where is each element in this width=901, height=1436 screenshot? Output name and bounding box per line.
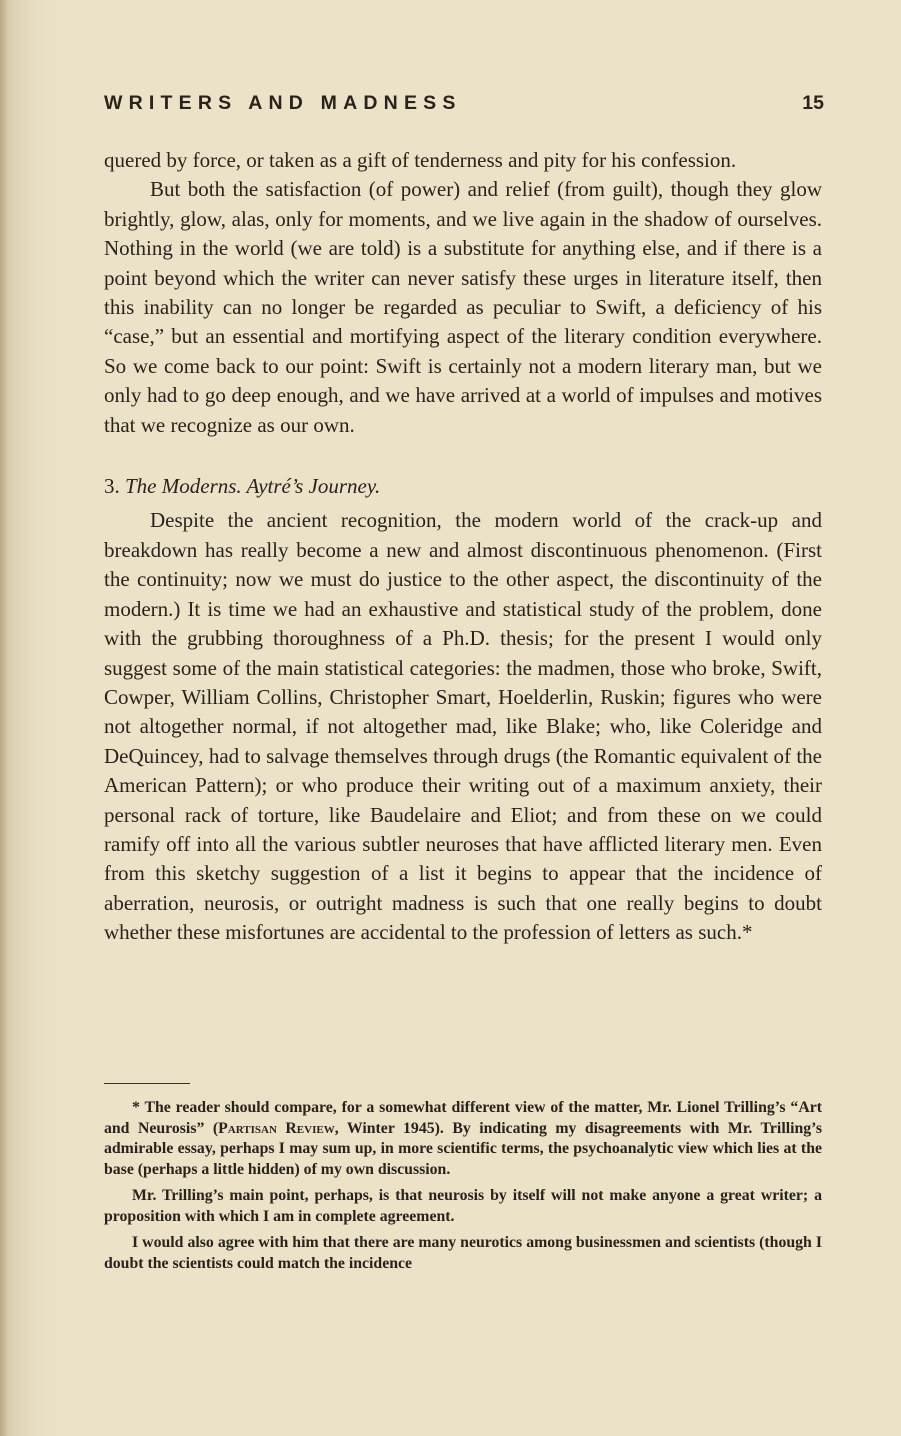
footnotes xyxy=(104,1098,822,1280)
footnote-rule xyxy=(104,1083,190,1084)
page-spine-shadow xyxy=(0,0,8,1436)
main-text xyxy=(104,146,822,948)
footnote-2: Mr. Trilling’s main point, perhaps, is that neurosis by itself will not make anyone a great writer; a proposition with which I am in complete agreement. xyxy=(104,1187,822,1225)
section-number: 3. xyxy=(104,474,120,499)
section-heading xyxy=(104,472,822,501)
footnote-1-text-b: , Winter 1945). By indicating my disagreements with Mr. Trilling’s admirable essay, perhaps I may sum up, in more scientific terms, the psychoanalytic view which lies at the base (perhaps a little hidden) of my own discussion. xyxy=(104,1119,822,1178)
running-head: WRITERS AND MADNESS xyxy=(104,92,462,114)
footnote-1-text-a: * The reader should compare, for a somewhat different view of the matter, Mr. Lionel Trilling’s “Art and Neurosis” ( xyxy=(104,1099,822,1137)
paragraph-satisfaction: But both the satisfaction (of power) and relief (from guilt), though they glow brightly, glow, alas, only for moments, and we live again in the shadow of ourselves. Nothing in the world (we are told) is a substitute for anything else, and if there is a point beyond which the writer can never satisfy these urges in literature itself, then this inability can no longer be regarded as peculiar to Swift, a deficiency of his “case,” but an essential and mortifying aspect of the literary condition everywhere. So we come back to our point: Swift is certainly not a modern literary man, but we only had to go deep enough, and we have arrived at a world of impulses and motives that we recognize as our own. xyxy=(104,177,822,437)
footnote-1 xyxy=(104,1098,822,1180)
section-title: The Moderns. Aytré’s Journey. xyxy=(125,474,381,499)
page-number: 15 xyxy=(802,92,824,114)
page-header xyxy=(104,92,824,122)
footnote-3: I would also agree with him that there are many neurotics among businessmen and scientists (though I doubt the scientists could match the incidence xyxy=(104,1234,822,1272)
paragraph-continuation: quered by force, or taken as a gift of tenderness and pity for his confession. xyxy=(104,148,737,172)
footnote-1-journal: Partisan Review xyxy=(218,1119,335,1137)
paragraph-moderns: Despite the ancient recognition, the modern world of the crack-up and breakdown has really become a new and almost discontinuous phenomenon. (First the continuity; now we must do justice to the other aspect, the discontinuity of the modern.) It is time we had an exhaustive and statistical study of the problem, done with the grubbing thoroughness of a Ph.D. thesis; for the present I would only suggest some of the main statistical categories: the madmen, those who broke, Swift, Cowper, William Collins, Christopher Smart, Hoelderlin, Ruskin; figures who were not altogether normal, if not altogether mad, like Blake; who, like Coleridge and DeQuincey, had to salvage themselves through drugs (the Romantic equivalent of the American Pattern); or who produce their writing out of a maximum anxiety, their personal rack of torture, like Baudelaire and Eliot; and from these on we could ramify off into all the various subtler neuroses that have afflicted literary men. Even from this sketchy suggestion of a list it begins to appear that the incidence of aberration, neurosis, or outright madness is such that one really begins to doubt whether these misfortunes are accidental to the profession of letters as such.* xyxy=(104,508,822,945)
